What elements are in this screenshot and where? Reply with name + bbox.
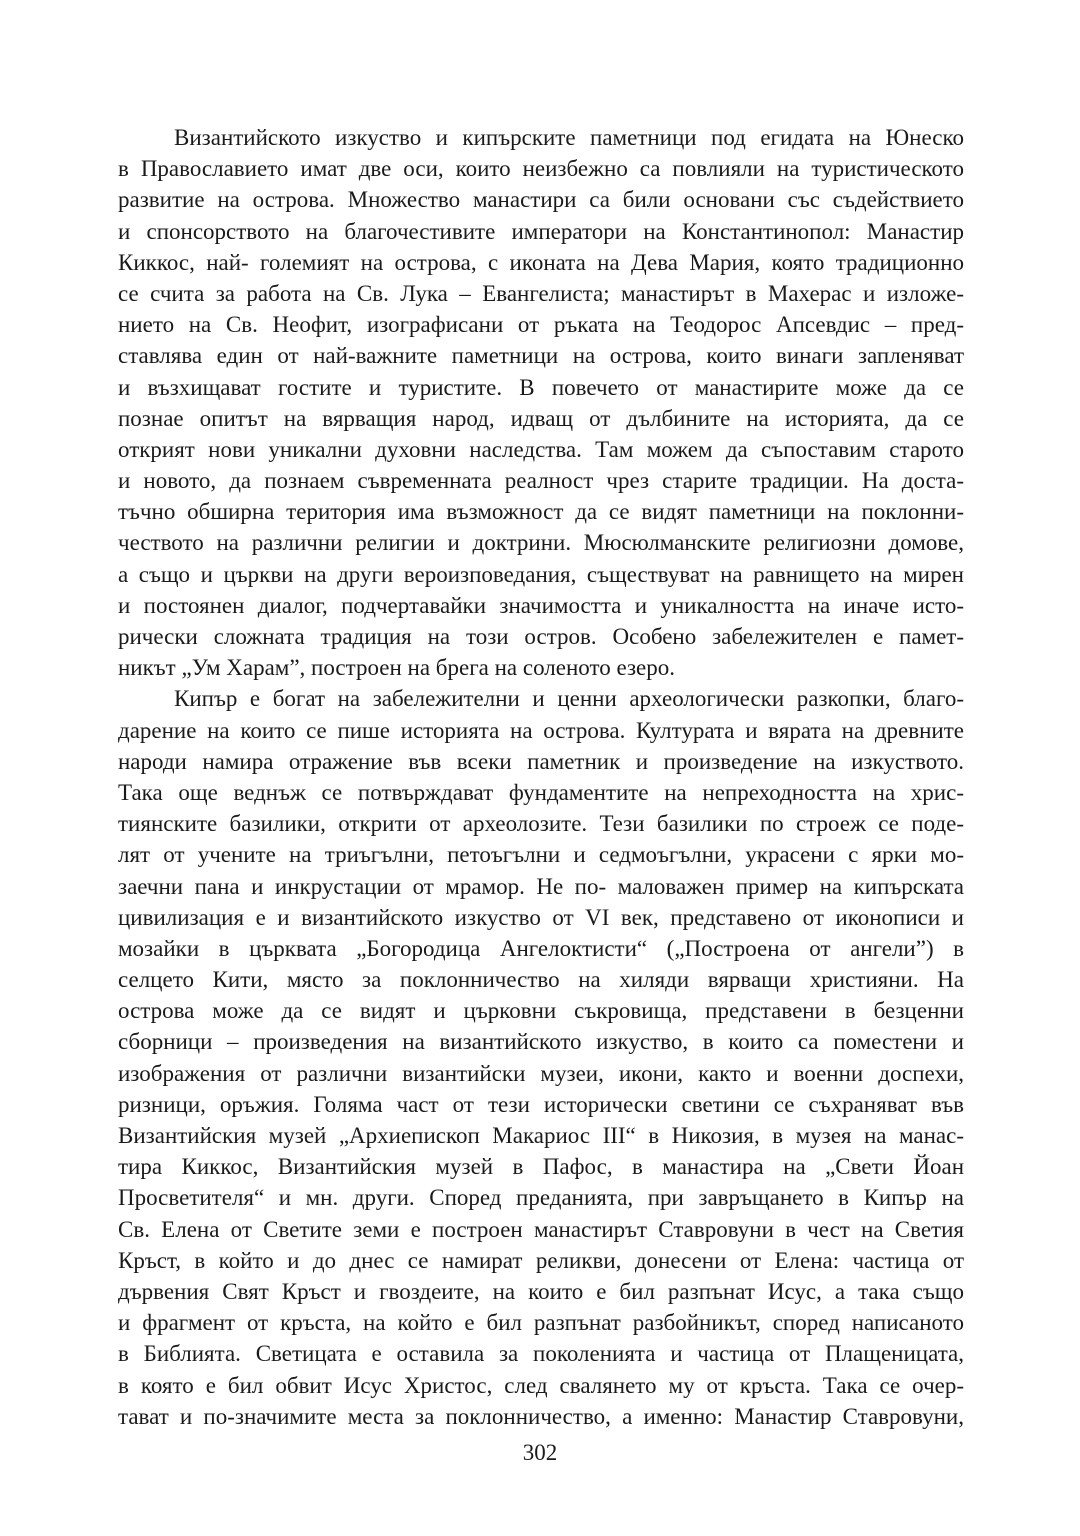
- text-line: народи намира отражение във всеки паметник и произведение на изкуството.: [118, 748, 964, 774]
- text-line: мозайки в църквата „Богородица Ангелоктисти“ („Построена от ангели”) в: [118, 935, 964, 961]
- text-line: изображения от различни византийски музеи, икони, както и военни доспехи,: [118, 1060, 964, 1086]
- text-line: а също и църкви на други вероизповедания, съществуват на равнището на мирен: [118, 561, 964, 587]
- text-line: нието на Св. Неофит, изографисани от ръката на Теодорос Апсевдис – пред-: [118, 312, 964, 338]
- text-line: в Православието имат две оси, които неизбежно са повлияли на туристическото: [118, 156, 964, 182]
- text-line: развитие на острова. Множество манастири са били основани със съдействието: [118, 187, 964, 213]
- text-line: се счита за работа на Св. Лука – Евангелиста; манастирът в Махерас и изложе-: [118, 280, 964, 306]
- text-line: тиянските базилики, открити от археолозите. Тези базилики по строеж се поде-: [118, 811, 964, 837]
- text-line: острова може да се видят и църковни съкровища, представени в безценни: [118, 998, 964, 1024]
- text-line: открият нови уникални духовни наследства. Там можем да съпоставим старото: [118, 436, 964, 462]
- paragraph: [118, 683, 964, 1432]
- body-text: [118, 122, 964, 1432]
- text-line: цивилизация е и византийското изкуство от VI век, представено от иконописи и: [118, 904, 964, 930]
- text-line: Св. Елена от Светите земи е построен манастирът Ставровуни в чест на Светия: [118, 1216, 964, 1242]
- text-line: ризници, оръжия. Голяма част от тези исторически светини се съхраняват във: [118, 1091, 964, 1117]
- text-line: и възхищават гостите и туристите. В повечето от манастирите може да се: [118, 374, 964, 400]
- text-line: и новото, да познаем съвременната реалност чрез старите традиции. На доста-: [118, 468, 964, 494]
- text-line: и фрагмент от кръста, на който е бил разпънат разбойникът, според написаното: [118, 1310, 964, 1336]
- text-line: ставлява един от най-важните паметници на острова, които винаги запленяват: [118, 343, 964, 369]
- text-line: Византийския музей „Архиепископ Макариос III“ в Никозия, в музея на манас-: [118, 1123, 964, 1148]
- text-line: Киккос, най- големият на острова, с иконата на Дева Мария, която традиционно: [118, 249, 964, 275]
- text-line: Така още веднъж се потвърждават фундаментите на непреходността на хрис-: [118, 779, 964, 805]
- page-number: 302: [522, 1440, 558, 1465]
- text-line: и спонсорството на благочестивите императори на Константинопол: Манастир: [118, 218, 964, 244]
- text-line: в която е бил обвит Исус Христос, след свалянето му от кръста. Така се очер-: [118, 1372, 964, 1398]
- text-line: заечни пана и инкрустации от мрамор. Не по- маловажен пример на кипърската: [118, 873, 964, 899]
- text-line: Византийското изкуство и кипърските паметници под егидата на Юнеско: [174, 125, 964, 150]
- text-line: дарение на които се пише историята на острова. Културата и вярата на древните: [118, 717, 964, 743]
- text-line: тават и по-значимите места за поклонничество, а именно: Манастир Ставровуни,: [118, 1403, 964, 1429]
- text-line: дървения Свят Кръст и гвоздеите, на които е бил разпънат Исус, а така също: [118, 1278, 964, 1304]
- text-line: и постоянен диалог, подчертавайки значимостта и уникалността на иначе исто-: [118, 592, 964, 618]
- text-line: познае опитът на вярващия народ, идващ от дълбините на историята, да се: [118, 405, 964, 431]
- text-line: Кръст, в който и до днес се намират реликви, донесени от Елена: частица от: [118, 1247, 964, 1273]
- text-line: никът „Ум Харам”, построен на брега на соленото езеро.: [118, 655, 675, 681]
- text-line: Кипър е богат на забележителни и ценни археологически разкопки, благо-: [174, 686, 964, 712]
- text-line: в Библията. Светицата е оставила за поколенията и частица от Плащеницата,: [118, 1341, 964, 1367]
- text-line: тира Киккос, Византийския музей в Пафос, в манастира на „Свети Йоан: [118, 1154, 964, 1180]
- paragraph: [118, 122, 964, 683]
- text-line: селцето Кити, място за поклонничество на хиляди вярващи християни. На: [118, 967, 964, 993]
- text-line: сборници – произведения на византийското изкуство, в които са поместени и: [118, 1029, 964, 1055]
- text-line: рически сложната традиция на този остров. Особено забележителен е памет-: [118, 624, 964, 649]
- text-line: лят от учените на триъгълни, петоъгълни и седмоъгълни, украсени с ярки мо-: [118, 842, 964, 868]
- text-line: чеството на различни религии и доктрини. Мюсюлманските религиозни домове,: [118, 530, 964, 556]
- text-line: Просветителя“ и мн. други. Според преданията, при завръщането в Кипър на: [118, 1185, 964, 1211]
- text-line: тъчно обширна територия има възможност да се видят паметници на поклонни-: [118, 499, 964, 525]
